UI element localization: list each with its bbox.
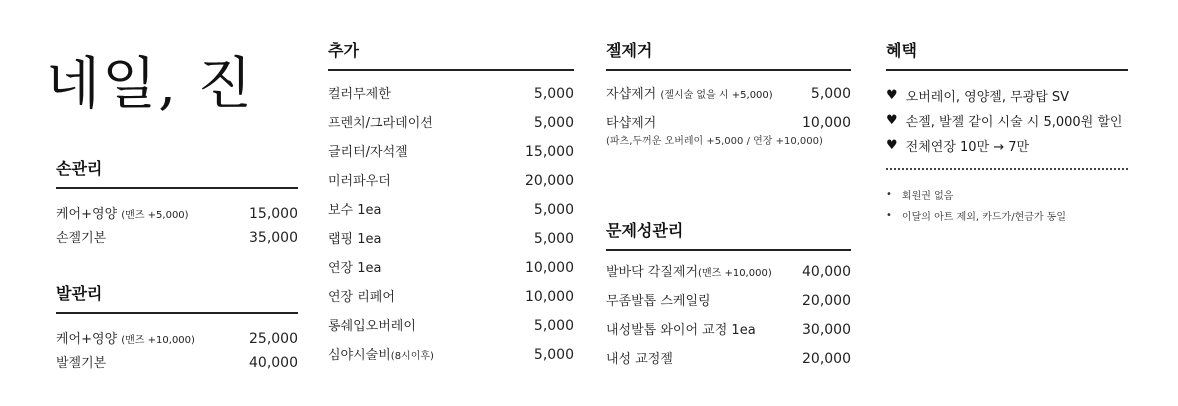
item-price: 40,000 bbox=[249, 355, 298, 371]
item-price: 5,000 bbox=[533, 231, 574, 247]
item-name: 글리터/자석젤 bbox=[328, 145, 408, 160]
benefit-item bbox=[886, 133, 1128, 158]
item-price: 5,000 bbox=[533, 318, 574, 334]
item-name: 타샵제거 bbox=[606, 116, 657, 131]
item-price: 10,000 bbox=[525, 289, 574, 305]
benefit-text: 전체연장 10만 → 7만 bbox=[905, 140, 1030, 155]
problem-care-section bbox=[606, 218, 851, 377]
menu-row bbox=[328, 112, 574, 141]
item-name: 발바닥 각질제거 bbox=[606, 265, 699, 280]
section-title: 혜택 bbox=[886, 38, 1128, 71]
menu-row bbox=[606, 290, 851, 319]
item-name: 심야시술비 bbox=[328, 348, 391, 363]
benefit-item bbox=[886, 83, 1128, 108]
item-name: 랩핑 1ea bbox=[328, 232, 382, 247]
menu-row bbox=[56, 352, 298, 376]
benefits-section bbox=[886, 38, 1128, 226]
menu-row bbox=[56, 203, 298, 227]
item-price: 10,000 bbox=[525, 260, 574, 276]
item-name: 내성 교정젤 bbox=[606, 352, 673, 367]
item-note: (맨즈 +5,000) bbox=[121, 210, 189, 221]
section-title: 문제성관리 bbox=[606, 218, 851, 251]
section-title: 발관리 bbox=[56, 281, 298, 314]
item-note: (맨즈 +10,000) bbox=[121, 335, 195, 346]
item-price: 20,000 bbox=[525, 173, 574, 189]
section-title: 젤제거 bbox=[606, 38, 851, 71]
item-name: 케어+영양 bbox=[56, 332, 118, 347]
item-name: 손젤기본 bbox=[56, 231, 107, 246]
item-price: 5,000 bbox=[533, 115, 574, 131]
item-note: (8시이후) bbox=[390, 351, 434, 362]
note-text: 회원권 없음 bbox=[901, 191, 954, 202]
item-name: 보수 1ea bbox=[328, 203, 382, 218]
section-title: 추가 bbox=[328, 38, 574, 71]
section-title: 손관리 bbox=[56, 156, 298, 189]
shop-logo: 네일, 진 bbox=[46, 52, 254, 117]
item-name: 롱쉐입오버레이 bbox=[328, 319, 416, 334]
menu-row bbox=[56, 328, 298, 352]
item-price: 40,000 bbox=[802, 264, 851, 280]
item-price: 5,000 bbox=[810, 86, 851, 102]
foot-care-section bbox=[56, 281, 298, 376]
item-name: 내성발톱 와이어 교정 1ea bbox=[606, 323, 756, 338]
menu-row bbox=[328, 141, 574, 170]
item-price: 5,000 bbox=[533, 347, 574, 363]
bullet-dot-icon: • bbox=[886, 189, 892, 200]
item-name: 연장 리페어 bbox=[328, 290, 395, 305]
menu-row bbox=[328, 83, 574, 112]
hand-care-section bbox=[56, 156, 298, 251]
item-price: 20,000 bbox=[802, 351, 851, 367]
menu-row bbox=[606, 319, 851, 348]
item-price: 25,000 bbox=[249, 331, 298, 347]
note-text: 이달의 아트 제외, 카드가/현금가 동일 bbox=[901, 212, 1067, 223]
item-price: 20,000 bbox=[802, 293, 851, 309]
benefit-text: 오버레이, 영양젤, 무광탑 SV bbox=[905, 90, 1070, 105]
item-price: 35,000 bbox=[249, 230, 298, 246]
item-name: 미러파우더 bbox=[328, 174, 391, 189]
item-price: 5,000 bbox=[533, 202, 574, 218]
menu-row bbox=[56, 227, 298, 251]
menu-row bbox=[328, 286, 574, 315]
menu-row bbox=[328, 228, 574, 257]
note-item bbox=[886, 205, 1128, 226]
benefit-text: 손젤, 발젤 같이 시술 시 5,000원 할인 bbox=[905, 115, 1123, 130]
item-name: 자샵제거 bbox=[606, 87, 657, 102]
item-price: 15,000 bbox=[525, 144, 574, 160]
item-name: 무좀발톱 스케일링 bbox=[606, 294, 711, 309]
menu-row bbox=[328, 257, 574, 286]
menu-row bbox=[328, 344, 574, 373]
bullet-dot-icon: • bbox=[886, 210, 892, 221]
item-note: (젤시술 없을 시 +5,000) bbox=[660, 90, 773, 101]
item-price: 10,000 bbox=[802, 115, 851, 131]
menu-row bbox=[606, 348, 851, 377]
menu-row bbox=[606, 83, 851, 112]
item-name: 발젤기본 bbox=[56, 356, 107, 371]
gel-removal-section bbox=[606, 38, 851, 147]
extra-section bbox=[328, 38, 574, 373]
item-subnote: (파츠,두꺼운 오버레이 +5,000 / 연장 +10,000) bbox=[606, 136, 823, 147]
menu-row bbox=[328, 315, 574, 344]
item-name: 연장 1ea bbox=[328, 261, 382, 276]
heart-icon: ♥ bbox=[886, 113, 898, 128]
item-name: 프렌치/그라데이션 bbox=[328, 116, 433, 131]
heart-icon: ♥ bbox=[886, 88, 898, 103]
item-price: 30,000 bbox=[802, 322, 851, 338]
item-name: 컬러무제한 bbox=[328, 87, 391, 102]
item-note: (맨즈 +10,000) bbox=[698, 268, 772, 279]
item-price: 15,000 bbox=[249, 206, 298, 222]
item-name: 케어+영양 bbox=[56, 207, 118, 222]
dotted-divider bbox=[886, 168, 1128, 170]
menu-row bbox=[606, 261, 851, 290]
menu-row bbox=[328, 170, 574, 199]
note-item bbox=[886, 184, 1128, 205]
benefit-item bbox=[886, 108, 1128, 133]
menu-row bbox=[606, 112, 851, 147]
item-price: 5,000 bbox=[533, 86, 574, 102]
menu-row bbox=[328, 199, 574, 228]
heart-icon: ♥ bbox=[886, 138, 898, 153]
